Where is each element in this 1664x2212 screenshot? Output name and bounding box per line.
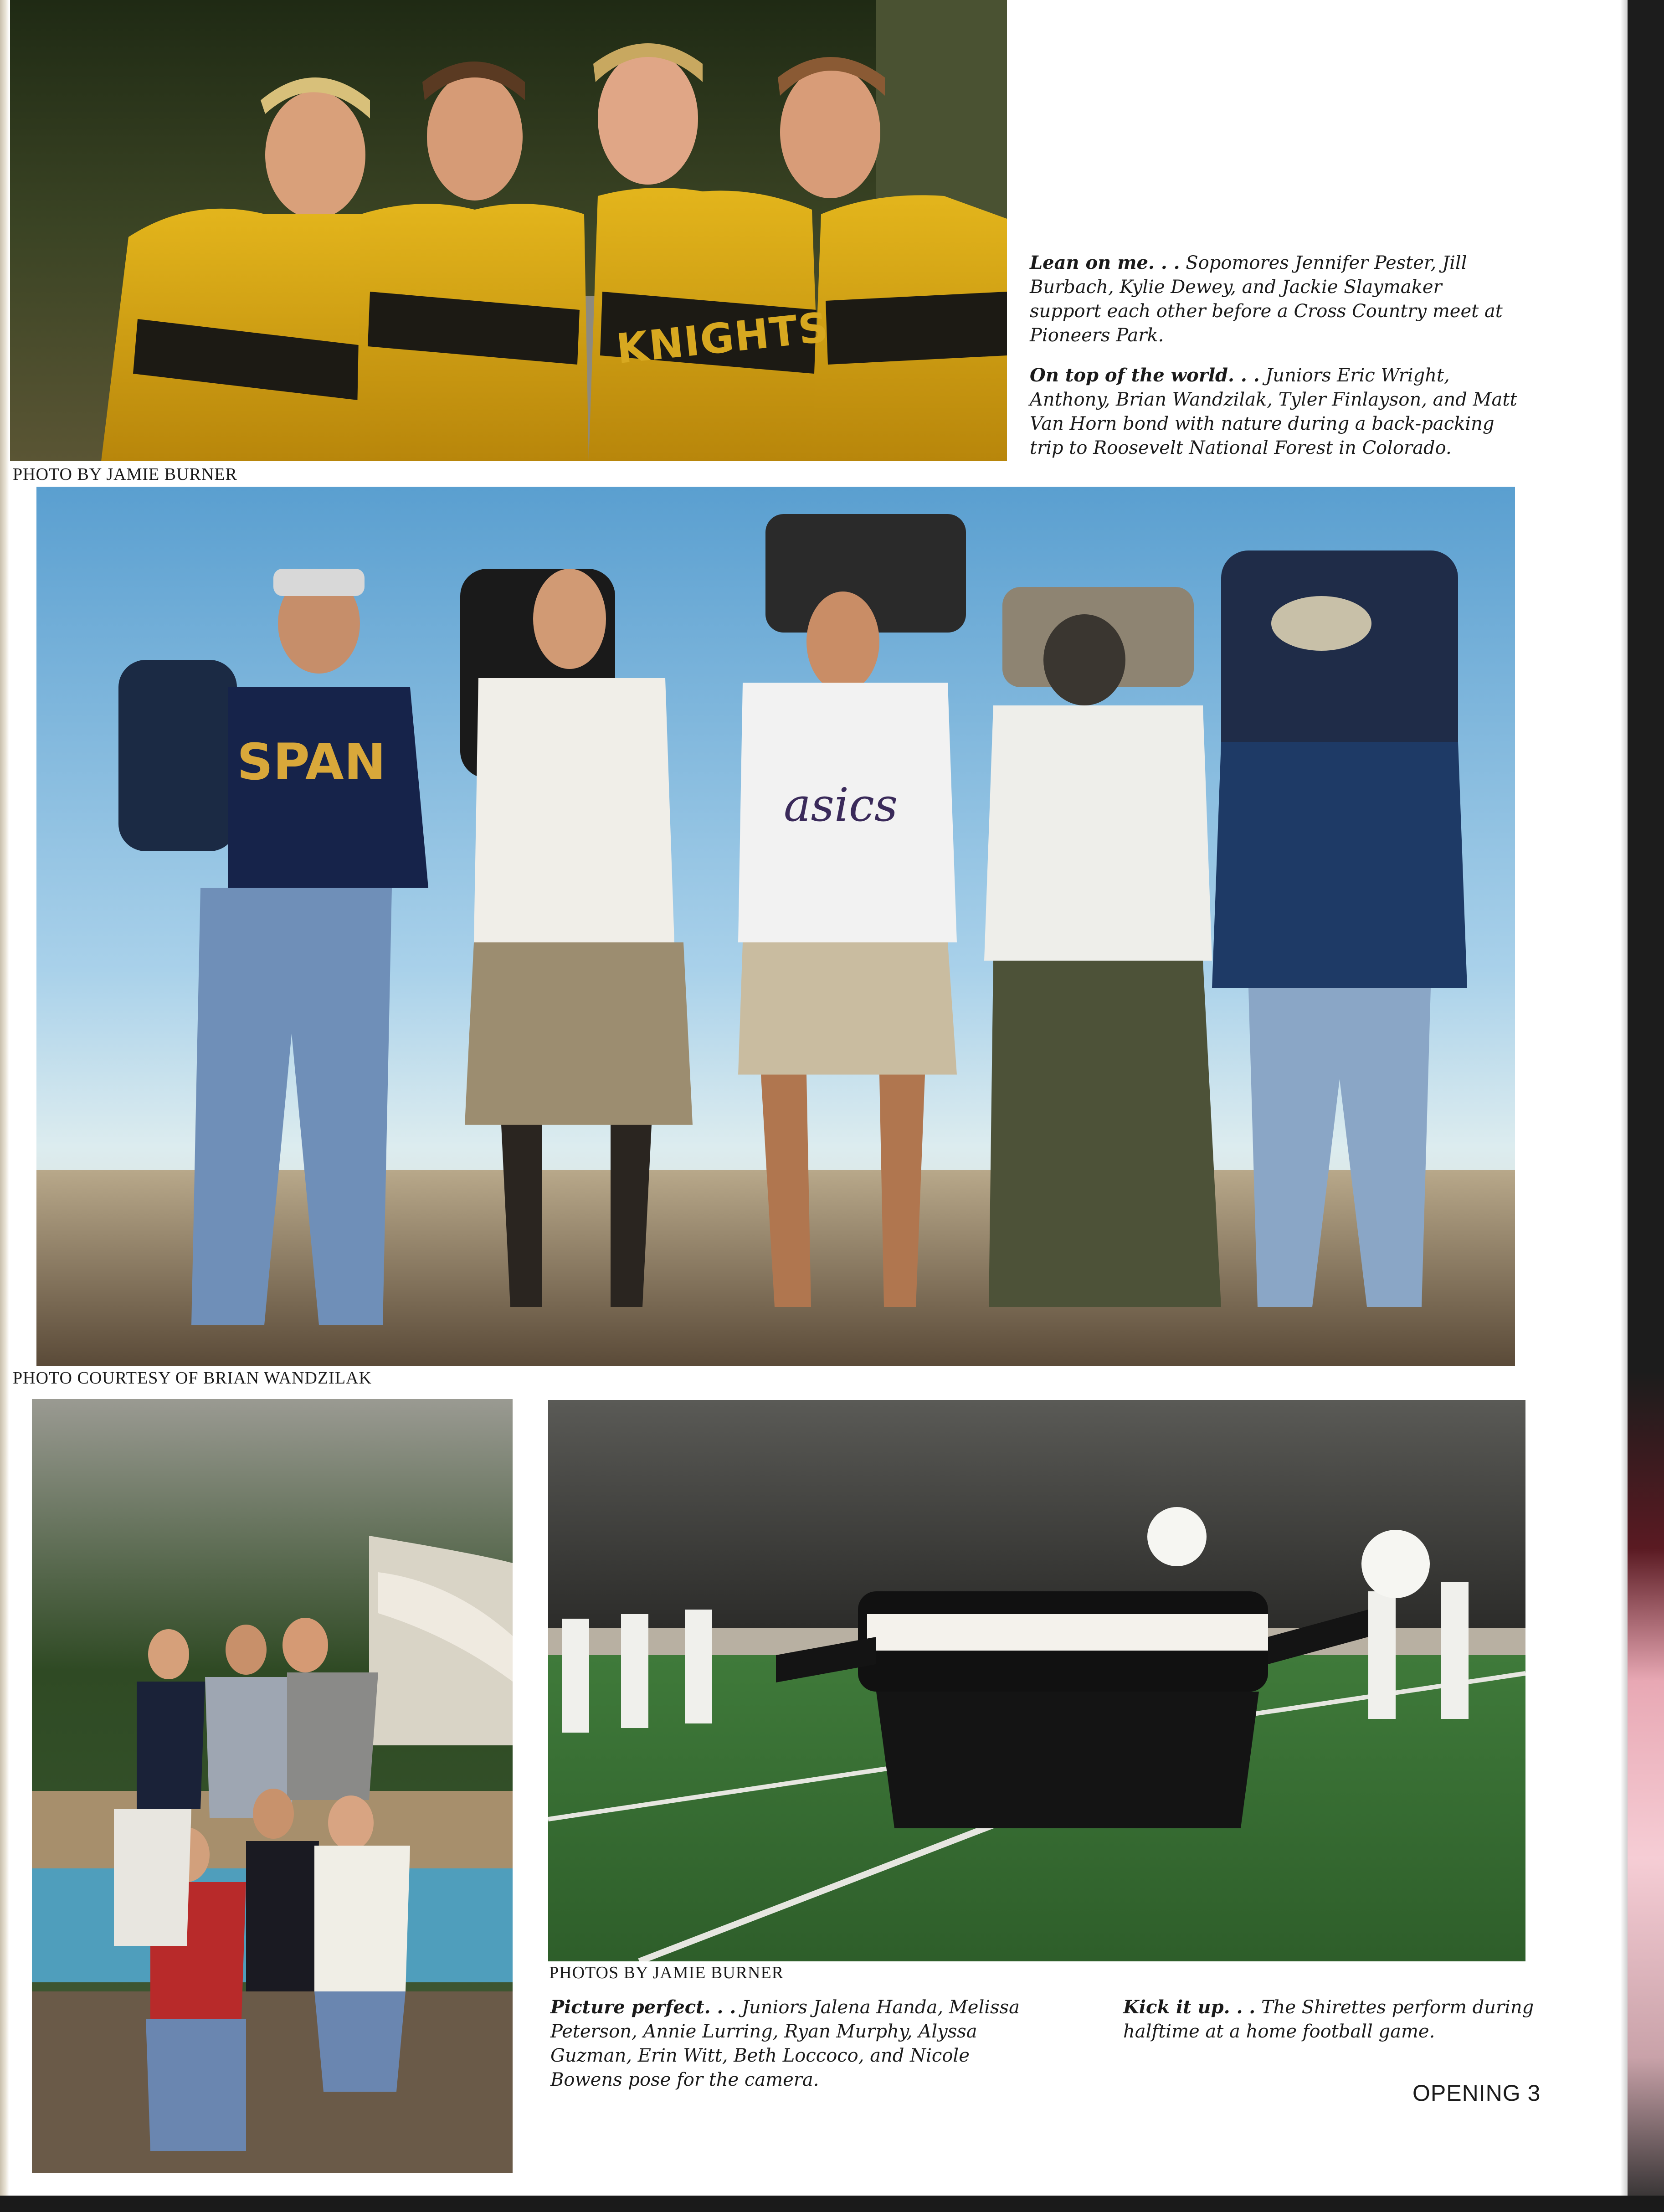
caption-lead: Lean on me. . . bbox=[1030, 252, 1180, 273]
caption-text: Juniors Jalena Handa, Melissa Peterson, Annie Lurring, Ryan Murphy, Alyssa Guzman, Erin Witt, Beth Loccoco, and Nicole Bowens pose for the camera. bbox=[550, 1997, 1020, 2090]
page-edge-right bbox=[1628, 0, 1664, 2212]
caption-picture-perfect bbox=[550, 1995, 1033, 2092]
spam-shirt-lettering: SPAN bbox=[237, 733, 386, 791]
caption-on-top-of-world bbox=[1030, 363, 1517, 460]
page-folio: OPENING 3 bbox=[1412, 2080, 1541, 2106]
caption-lead: On top of the world. . . bbox=[1030, 365, 1260, 386]
backpacking-photo bbox=[36, 487, 1515, 1366]
cross-country-photo bbox=[10, 0, 1007, 461]
page-edge-bottom bbox=[0, 2196, 1664, 2212]
caption-text: Sopomores Jennifer Pester, Jill Burbach, Kylie Dewey, and Jackie Slaymaker support each other before a Cross Country meet at Pioneers Park. bbox=[1030, 252, 1503, 346]
photo-credit-top: PHOTO BY JAMIE BURNER bbox=[13, 465, 237, 484]
caption-text: The Shirettes perform during halftime at a home football game. bbox=[1123, 1997, 1534, 2042]
caption-lead: Picture perfect. . . bbox=[550, 1996, 736, 2018]
caption-lean-on-me bbox=[1030, 251, 1517, 348]
caption-text: Juniors Eric Wright, Anthony, Brian Wandzilak, Tyler Finlayson, and Matt Van Horn bond with nature during a back-packing trip to Roosevelt National Forest in Colorado. bbox=[1030, 365, 1517, 458]
asics-shirt-lettering: asics bbox=[784, 778, 898, 832]
photo-credit-bottom: PHOTOS BY JAMIE BURNER bbox=[549, 1963, 784, 1982]
caption-lead: Kick it up. . . bbox=[1123, 1996, 1256, 2018]
photo-credit-middle: PHOTO COURTESY OF BRIAN WANDZILAK bbox=[13, 1368, 372, 1388]
halftime-photo bbox=[548, 1400, 1525, 1961]
page-edge-left bbox=[0, 0, 9, 2212]
jersey-lettering: KNIGHTS bbox=[614, 303, 832, 374]
group-pose-photo bbox=[32, 1399, 513, 2173]
caption-kick-it-up bbox=[1123, 1995, 1542, 2044]
